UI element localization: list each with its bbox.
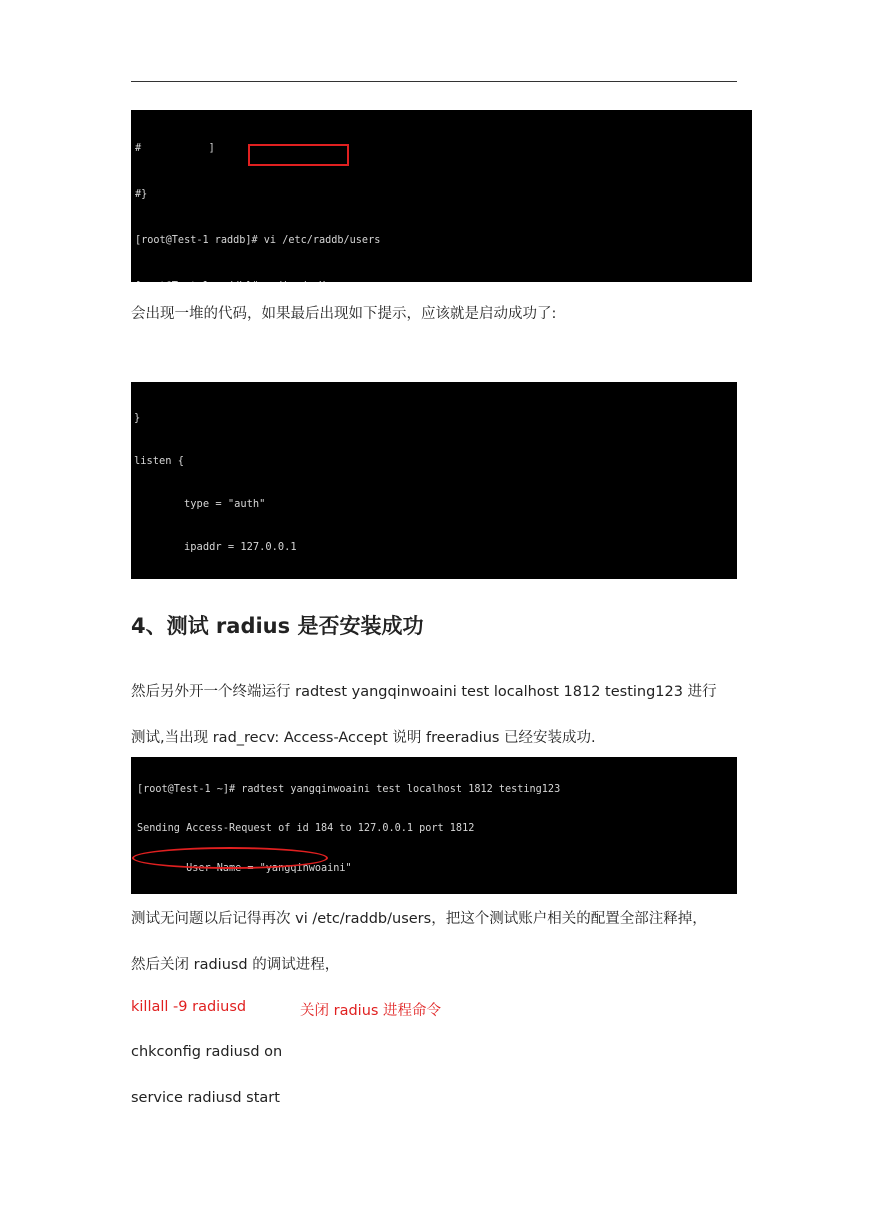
command-killall-note: 关闭 radius 进程命令 — [300, 1003, 442, 1019]
terminal-line: [root@Test-1 raddb]# vi /etc/raddb/users — [135, 235, 381, 247]
header-rule — [131, 81, 737, 82]
terminal-line: ipaddr = 127.0.0.1 — [134, 541, 297, 554]
paragraph-comment-out: 测试无问题以后记得再次 vi /etc/raddb/users，把这个测试账户相关的配置全部注释掉， — [131, 911, 707, 927]
rad-recv-highlight-oval — [132, 847, 328, 869]
paragraph-close-debug: 然后关闭 radiusd 的调试进程， — [131, 957, 340, 973]
section-heading: 4、测试 radius 是否安装成功 — [131, 614, 424, 638]
paragraph-startup-hint: 会出现一堆的代码，如果最后出现如下提示，应该就是启动成功了: — [131, 306, 557, 322]
terminal-line: [root@Test-1 ~]# radtest yangqinwoaini test localhost 1812 testing123 — [137, 784, 561, 796]
terminal-screenshot-radtest — [131, 757, 737, 894]
command-highlight-box — [248, 144, 349, 166]
terminal-screenshot-radiusd-start — [131, 110, 752, 282]
terminal-line: # ] — [135, 142, 215, 154]
terminal-line: #} — [135, 189, 148, 201]
paragraph-radtest-result: 测试,当出现 rad_recv: Access-Accept 说明 freeradius 已经安装成功. — [131, 730, 596, 746]
paragraph-radtest-intro: 然后另外开一个终端运行 radtest yangqinwoaini test localhost 1812 testing123 进行 — [131, 684, 717, 700]
terminal-screenshot-ready — [131, 382, 737, 579]
terminal-line — [135, 279, 752, 282]
terminal-line: User-Name = "yangqinwoaini" — [137, 862, 352, 874]
terminal-line: listen { — [134, 455, 185, 468]
terminal-line: } — [134, 411, 141, 424]
command-service-start: service radiusd start — [131, 1090, 280, 1106]
terminal-line: Sending Access-Request of id 184 to 127.0.0.1 port 1812 — [137, 823, 475, 835]
terminal-line: type = "auth" — [134, 498, 266, 511]
command-chkconfig: chkconfig radiusd on — [131, 1044, 283, 1060]
command-killall: killall -9 radiusd — [131, 999, 247, 1015]
